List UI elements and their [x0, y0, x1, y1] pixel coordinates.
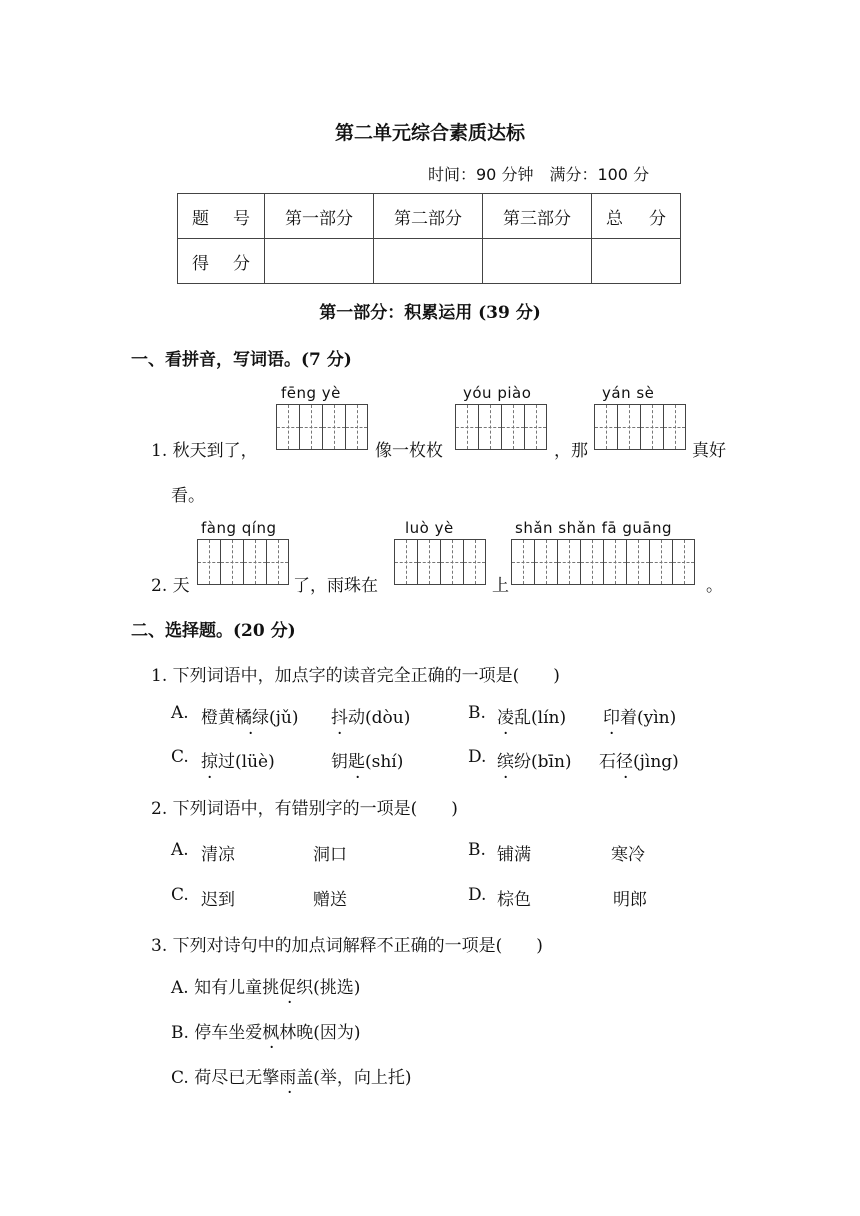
- grid-cell[interactable]: [299, 404, 322, 450]
- writing-grid[interactable]: [394, 539, 486, 585]
- option-text: 钥匙(shí): [331, 752, 404, 772]
- grid-cell[interactable]: [276, 404, 299, 450]
- question-stem: 3. 下列对诗句中的加点词解释不正确的一项是( ): [151, 936, 543, 956]
- pinyin-label: luò yè: [405, 519, 454, 537]
- part-heading: 第一部分：积累运用 (39 分): [319, 303, 541, 323]
- emphasis-dot-icon: ·: [287, 993, 293, 1013]
- table-cell: 第一部分: [265, 194, 374, 239]
- writing-grid[interactable]: [455, 404, 547, 450]
- question-text: 看。: [171, 486, 205, 506]
- grid-cell[interactable]: [501, 404, 524, 450]
- option-label[interactable]: B.: [468, 840, 486, 860]
- writing-grid[interactable]: [594, 404, 686, 450]
- option-text: 迟到: [201, 890, 235, 910]
- grid-cell[interactable]: [640, 404, 663, 450]
- option-text: 橙黄橘绿(jǔ): [201, 708, 299, 728]
- option-label[interactable]: A.: [171, 840, 189, 860]
- option-text: 洞口: [313, 845, 347, 865]
- score-input-cell[interactable]: [592, 239, 681, 284]
- question-text: 上: [492, 576, 509, 596]
- pinyin-label: yóu piào: [463, 384, 532, 402]
- option-text: 赠送: [313, 890, 347, 910]
- option-label[interactable]: C.: [171, 747, 189, 767]
- option-label[interactable]: D.: [468, 747, 487, 767]
- table-row: [178, 239, 681, 284]
- grid-cell[interactable]: [243, 539, 266, 585]
- table-cell: 得 分: [178, 239, 265, 284]
- score-input-cell[interactable]: [265, 239, 374, 284]
- option-text: 印着(yìn): [603, 708, 677, 728]
- score-input-cell[interactable]: [483, 239, 592, 284]
- grid-cell[interactable]: [672, 539, 695, 585]
- section-heading: 一、看拼音，写词语。(7 分): [131, 350, 352, 370]
- pinyin-label: yán sè: [602, 384, 655, 402]
- grid-cell[interactable]: [663, 404, 686, 450]
- grid-cell[interactable]: [557, 539, 580, 585]
- grid-cell[interactable]: [463, 539, 486, 585]
- score-table: [177, 193, 681, 284]
- writing-grid[interactable]: [197, 539, 289, 585]
- pinyin-label: fàng qíng: [201, 519, 277, 537]
- table-cell: 总 分: [592, 194, 681, 239]
- emphasis-dot-icon: ·: [503, 768, 509, 788]
- question-text: 真好: [692, 441, 726, 461]
- question-text: 1. 秋天到了，: [151, 441, 258, 461]
- option-label[interactable]: A.: [171, 703, 189, 723]
- emphasis-dot-icon: ·: [337, 724, 343, 744]
- grid-cell[interactable]: [394, 539, 417, 585]
- emphasis-dot-icon: ·: [609, 724, 615, 744]
- option-text: 明郎: [613, 890, 647, 910]
- grid-cell[interactable]: [345, 404, 368, 450]
- option-label[interactable]: C.: [171, 885, 189, 905]
- grid-cell[interactable]: [534, 539, 557, 585]
- emphasis-dot-icon: ·: [503, 724, 509, 744]
- question-text: 。: [706, 576, 723, 596]
- option-text: 石径(jìng): [599, 752, 679, 772]
- pinyin-label: fēng yè: [281, 384, 341, 402]
- emphasis-dot-icon: ·: [355, 768, 361, 788]
- emphasis-dot-icon: ·: [287, 1083, 293, 1103]
- table-cell: 题 号: [178, 194, 265, 239]
- pinyin-label: shǎn shǎn fā guāng: [515, 519, 673, 537]
- option-text: 寒冷: [611, 845, 645, 865]
- grid-cell[interactable]: [197, 539, 220, 585]
- grid-cell[interactable]: [440, 539, 463, 585]
- grid-cell[interactable]: [417, 539, 440, 585]
- question-stem: 1. 下列词语中，加点字的读音完全正确的一项是( ): [151, 666, 560, 686]
- grid-cell[interactable]: [220, 539, 243, 585]
- option-text: 棕色: [497, 890, 531, 910]
- table-cell: 第二部分: [374, 194, 483, 239]
- option-text[interactable]: B. 停车坐爱枫林晚(因为): [171, 1023, 361, 1043]
- section-heading: 二、选择题。(20 分): [131, 621, 296, 641]
- question-text: 了，雨珠在: [293, 576, 378, 596]
- option-label[interactable]: D.: [468, 885, 487, 905]
- grid-cell[interactable]: [511, 539, 534, 585]
- grid-cell[interactable]: [322, 404, 345, 450]
- table-row: [178, 194, 681, 239]
- option-text[interactable]: A. 知有儿童挑促织(挑选): [171, 978, 361, 998]
- writing-grid[interactable]: [511, 539, 695, 585]
- option-text: 凌乱(lín): [497, 708, 567, 728]
- question-text: ，那: [554, 441, 588, 461]
- table-cell: 第三部分: [483, 194, 592, 239]
- grid-cell[interactable]: [649, 539, 672, 585]
- grid-cell[interactable]: [266, 539, 289, 585]
- question-text: 像一枚枚: [375, 441, 443, 461]
- exam-meta: 时间：90 分钟 满分：100 分: [428, 165, 650, 184]
- grid-cell[interactable]: [580, 539, 603, 585]
- option-text: 抖动(dòu): [331, 708, 411, 728]
- option-text[interactable]: C. 荷尽已无擎雨盖(举，向上托): [171, 1068, 412, 1088]
- page-title: 第二单元综合素质达标: [334, 122, 525, 144]
- option-label[interactable]: B.: [468, 703, 486, 723]
- option-text: 掠过(lüè): [201, 752, 275, 772]
- option-text: 铺满: [497, 845, 531, 865]
- emphasis-dot-icon: ·: [623, 768, 629, 788]
- emphasis-dot-icon: ·: [248, 724, 254, 744]
- option-text: 清凉: [201, 845, 235, 865]
- grid-cell[interactable]: [524, 404, 547, 450]
- emphasis-dot-icon: ·: [269, 1038, 275, 1058]
- question-text: 2. 天: [151, 576, 190, 596]
- emphasis-dot-icon: ·: [207, 768, 213, 788]
- option-text: 缤纷(bīn): [497, 752, 572, 772]
- writing-grid[interactable]: [276, 404, 368, 450]
- grid-cell[interactable]: [617, 404, 640, 450]
- grid-cell[interactable]: [594, 404, 617, 450]
- grid-cell[interactable]: [478, 404, 501, 450]
- grid-cell[interactable]: [455, 404, 478, 450]
- score-input-cell[interactable]: [374, 239, 483, 284]
- grid-cell[interactable]: [603, 539, 626, 585]
- grid-cell[interactable]: [626, 539, 649, 585]
- question-stem: 2. 下列词语中，有错别字的一项是( ): [151, 799, 458, 819]
